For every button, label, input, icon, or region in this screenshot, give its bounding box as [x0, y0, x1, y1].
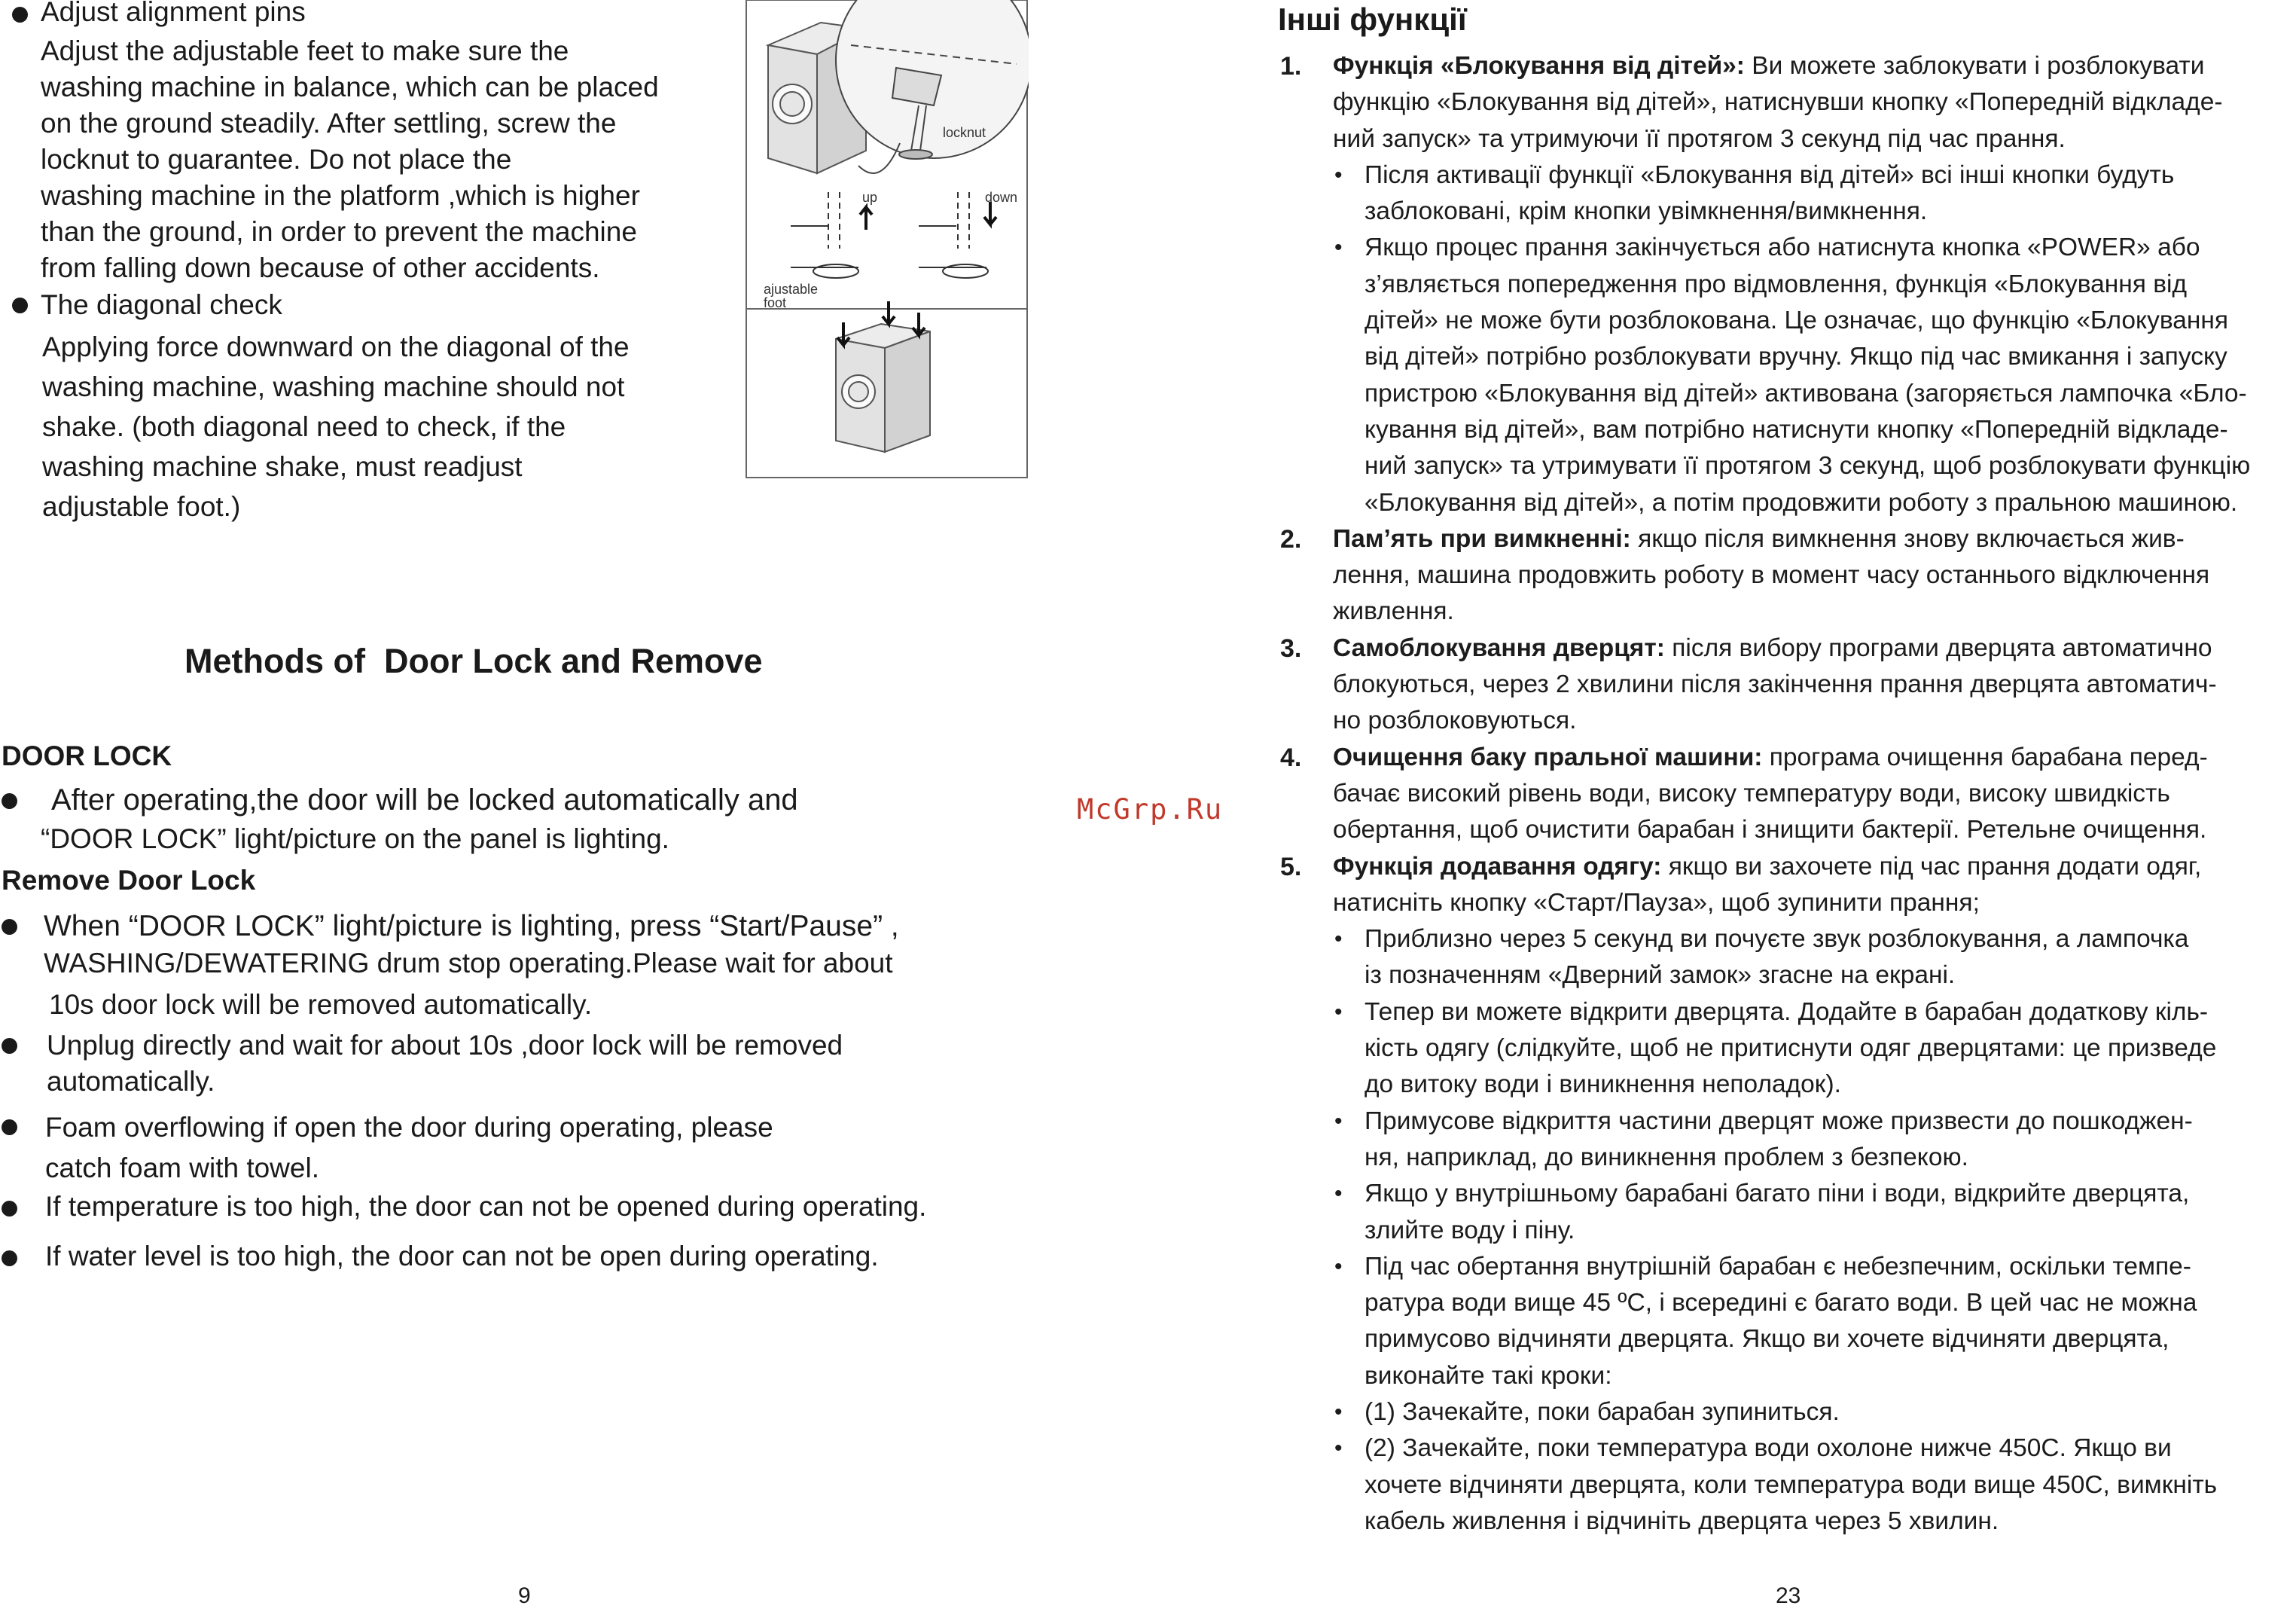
text-line: пристрою «Блокування від дітей» активована (загоряється лампочка «Бло-: [1364, 379, 2247, 408]
bullet-icon: •: [1334, 235, 1343, 261]
text-line: After operating,the door will be locked automatically and: [51, 783, 798, 817]
text-line: “DOOR LOCK” light/picture on the panel is lighting.: [41, 823, 669, 854]
item-title: Самоблокування дверцят:: [1333, 633, 1665, 662]
text-line: бачає високий рівень води, високу температуру води, високу швидкість: [1333, 779, 2170, 807]
text-line: Якщо процес прання закінчується або натиснута кнопка «POWER» або: [1364, 234, 2200, 262]
text-line: якщо після вимкнення знову включається жив-: [1638, 524, 2185, 553]
diagonal-body: [42, 327, 630, 527]
text-line: Adjust the adjustable feet to make sure the: [41, 35, 569, 66]
text-line: кість одягу (слідкуйте, щоб не притиснути одяг дверцятами: це призведе: [1364, 1034, 2217, 1063]
item-number: 5.: [1280, 852, 1302, 881]
item-title: Функція «Блокування від дітей»:: [1333, 52, 1745, 80]
remove-item: [45, 1189, 926, 1225]
text-line: функцію «Блокування від дітей», натиснувши кнопку «Попередній відкладе-: [1333, 88, 2223, 117]
bullet-list: [1334, 921, 2293, 1540]
item-title: Очищення баку пральної машини:: [1333, 743, 1763, 771]
text-line: з’являється попередження про відмовлення, функція «Блокування від: [1364, 270, 2188, 298]
text-line: натисніть кнопку «Старт/Пауза», щоб зупинити прання;: [1333, 888, 1980, 917]
text-line: Приблизно через 5 секунд ви почуєте звук розблокування, а лампочка: [1364, 925, 2189, 954]
text-line: washing machine in the platform ,which is higher: [41, 180, 640, 211]
item-title: Пам’ять при вимкненні:: [1333, 524, 1631, 553]
text-line: злийте воду і піну.: [1364, 1216, 1575, 1244]
bullet-icon: •: [1334, 927, 1343, 952]
text-line: Якщо у внутрішньому барабані багато піни і води, відкрийте дверцята,: [1364, 1180, 2190, 1208]
text-line: washing machine shake, must readjust: [42, 451, 523, 482]
text-line: після вибору програми дверцята автоматично: [1672, 633, 2212, 662]
figure-label: up: [862, 190, 878, 205]
figure-label: ajustable: [764, 282, 819, 297]
align-pins-title: Adjust alignment pins: [41, 0, 306, 27]
text-line: Ви можете заблокувати і розблокувати: [1752, 52, 2205, 80]
bullet-icon: •: [1334, 1108, 1343, 1134]
bullet-icon: [12, 7, 28, 23]
text-line: дітей» не може бути розблокована. Це означає, що функцію «Блокування: [1364, 307, 2229, 335]
text-line: If temperature is too high, the door can not be opened during operating.: [45, 1191, 927, 1222]
remove-item: [45, 1107, 773, 1189]
arrow-down-icon: [984, 202, 996, 224]
text-line: Після активації функції «Блокування від дітей» всі інші кнопки будуть: [1364, 160, 2175, 189]
text-line: живлення.: [1333, 597, 1454, 626]
text-line: If water level is too high, the door can not be open during operating.: [45, 1241, 879, 1272]
text-line: «Блокування від дітей», а потім продовжити роботу з пральною машиною.: [1364, 488, 2238, 517]
bullet-icon: [2, 1250, 17, 1266]
list-item: [1280, 630, 2293, 740]
door-lock-text: [41, 821, 669, 857]
text-line: ний запуск» та утримуючи її протягом 3 секунд під час прання.: [1333, 124, 2066, 153]
text-line: Unplug directly and wait for about 10s ,door lock will be removed: [47, 1030, 843, 1061]
align-pins-body: [41, 33, 659, 286]
text-line: лення, машина продовжить роботу в момент часу останнього відключення: [1333, 561, 2210, 590]
text-line: програма очищення барабана перед-: [1769, 743, 2208, 771]
bullet-icon: [2, 1119, 17, 1135]
bullet-icon: [2, 919, 17, 935]
item-title: Функція додавання одягу:: [1333, 852, 1662, 881]
list-item: [1280, 849, 2293, 922]
text-line: adjustable foot.): [42, 491, 241, 522]
text-line: ний запуск» та утримувати її протягом 3 секунд, щоб розблокувати функцію: [1364, 452, 2251, 481]
text-line: ратура води вище 45 ºC, і всередині є багато води. В цей час не можна: [1364, 1289, 2197, 1317]
text-line: on the ground steadily. After settling, screw the: [41, 108, 617, 139]
text-line: кування від дітей», вам потрібно натиснути кнопку «Попередній відкладе-: [1364, 415, 2228, 444]
bullet-icon: •: [1334, 1436, 1343, 1461]
page-number: 9: [518, 1583, 531, 1608]
bullet-icon: •: [1334, 1181, 1343, 1207]
item-number: 4.: [1280, 743, 1302, 772]
text-line: виконайте такі кроки:: [1364, 1361, 1612, 1390]
text-line: Під час обертання внутрішній барабан є небезпечним, оскільки темпе-: [1364, 1252, 2191, 1281]
text-line: locknut to guarantee. Do not place the: [41, 144, 512, 175]
page-number: 23: [1776, 1583, 1801, 1608]
adjust-feet-figure: [746, 0, 1029, 479]
remove-item: [47, 1027, 843, 1100]
door-lock-text: [41, 780, 798, 820]
text-line: 10s door lock will be removed automatically.: [49, 989, 593, 1020]
bullet-list: [1334, 157, 2293, 521]
list-item: [1280, 521, 2293, 630]
item-number: 2.: [1280, 524, 1302, 554]
arrow-down-icon: [883, 301, 895, 324]
text-line: than the ground, in order to prevent the machine: [41, 216, 637, 247]
text-line: from falling down because of other accidents.: [41, 252, 600, 283]
arrow-down-icon: [913, 313, 925, 335]
figure-label: foot: [764, 295, 787, 310]
door-lock-label: DOOR LOCK: [2, 740, 172, 771]
text-line: кабель живлення і відчиніть дверцята через 5 хвилин.: [1364, 1507, 1999, 1535]
text-line: обертання, щоб очистити барабан і знищити бактерії. Ретельне очищення.: [1333, 816, 2207, 844]
remove-door-lock-label: Remove Door Lock: [2, 865, 256, 896]
bullet-icon: •: [1334, 1399, 1343, 1424]
text-line: Foam overflowing if open the door during operating, please: [45, 1112, 773, 1143]
text-line: washing machine in balance, which can be placed: [41, 72, 659, 102]
text-line: Applying force downward on the diagonal of the: [42, 331, 630, 362]
arrow-up-icon: [860, 207, 872, 230]
list-item: [1280, 48, 2293, 157]
remove-item: [44, 905, 899, 1025]
text-line: заблоковані, крім кнопки увімкнення/вимкнення.: [1364, 197, 1928, 226]
bullet-icon: •: [1334, 999, 1343, 1024]
text-line: automatically.: [47, 1066, 215, 1097]
functions-list: [1280, 48, 2293, 1540]
bullet-icon: •: [1334, 1253, 1343, 1279]
door-lock-heading: Methods of Door Lock and Remove: [184, 642, 763, 680]
bullet-icon: [2, 1201, 17, 1217]
diagonal-title: The diagonal check: [41, 289, 282, 320]
text-line: хочете відчиняти дверцята, коли температура води вище 450С, вимкніть: [1364, 1470, 2218, 1499]
text-line: до витоку води і виникнення неполадок).: [1364, 1070, 1841, 1099]
text-line: When “DOOR LOCK” light/picture is lighting, press “Start/Pause” ,: [44, 910, 899, 942]
bullet-icon: •: [1334, 162, 1343, 188]
text-line: washing machine, washing machine should not: [42, 371, 625, 402]
item-number: 1.: [1280, 52, 1302, 81]
text-line: примусово відчиняти дверцята. Якщо ви хочете відчиняти дверцята,: [1364, 1325, 2169, 1354]
text-line: із позначенням «Дверний замок» згасне на екрані.: [1364, 961, 1956, 990]
remove-item: [45, 1238, 879, 1275]
text-line: shake. (both diagonal need to check, if the: [42, 411, 566, 442]
figure-label: locknut: [943, 125, 986, 140]
text-line: якщо ви захочете під час прання додати одяг,: [1668, 852, 2202, 881]
figure-label: down: [985, 190, 1018, 205]
text-line: від дітей» потрібно розблокувати вручну. Якщо під час вмикання і запуску: [1364, 343, 2227, 371]
text-line: блокуються, через 2 хвилини після закінчення прання дверцята автоматич-: [1333, 670, 2217, 699]
watermark: McGrp.Ru: [1077, 793, 1224, 826]
bullet-icon: [12, 298, 28, 313]
arrow-down-icon: [837, 322, 849, 345]
bullet-icon: [2, 793, 17, 809]
text-line: catch foam with towel.: [45, 1152, 319, 1183]
item-number: 3.: [1280, 633, 1302, 663]
text-line: но розблоковуються.: [1333, 707, 1577, 735]
page-title: Інші функції: [1278, 2, 1467, 37]
text-line: Тепер ви можете відкрити дверцята. Додайте в барабан додаткову кіль-: [1364, 997, 2209, 1026]
text-line: WASHING/DEWATERING drum stop operating.Please wait for about: [44, 948, 893, 978]
list-item: [1280, 740, 2293, 849]
text-line: ня, наприклад, до виникнення проблем з безпекою.: [1364, 1143, 1968, 1171]
bullet-icon: [2, 1038, 17, 1054]
text-line: Примусове відкриття частини дверцят може призвести до пошкоджен-: [1364, 1107, 2193, 1135]
text-line: (2) Зачекайте, поки температура води охолоне нижче 450С. Якщо ви: [1364, 1434, 2172, 1463]
text-line: (1) Зачекайте, поки барабан зупиниться.: [1364, 1397, 1840, 1426]
